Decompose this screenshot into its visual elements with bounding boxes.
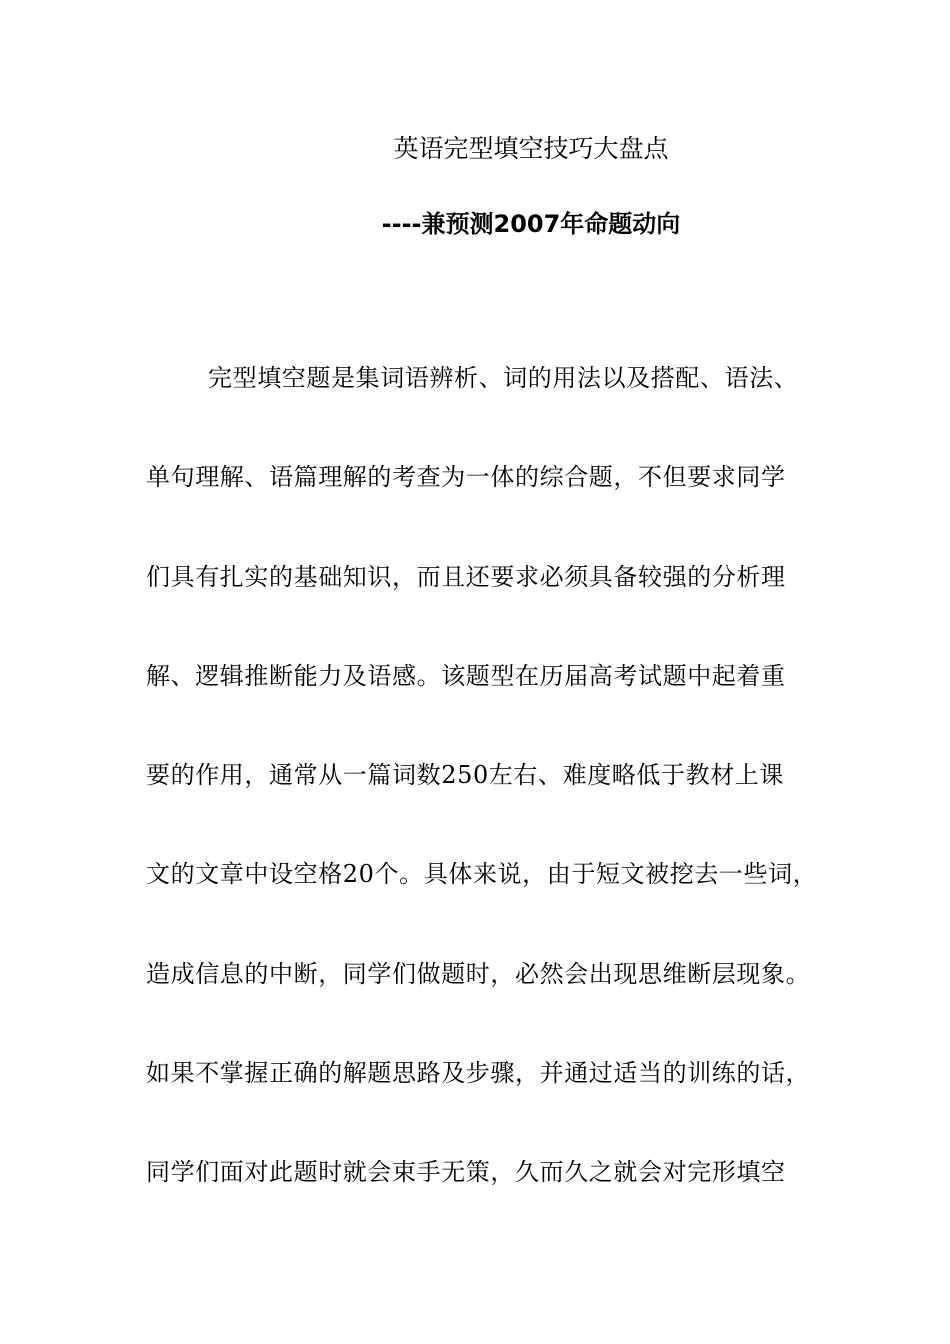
paragraph-line: 们具有扎实的基础知识，而且还要求必须具备较强的分析理	[146, 562, 786, 591]
paragraph-line: 如果不掌握正确的解题思路及步骤，并通过适当的训练的话，	[146, 1059, 811, 1088]
document-subtitle: ----兼预测2007年命题动向	[381, 210, 681, 238]
body-paragraph	[146, 361, 816, 1255]
paragraph-line: 完型填空题是集词语辨析、词的用法以及搭配、语法、	[208, 364, 799, 392]
paragraph-line: 解、逻辑推断能力及语感。该题型在历届高考试题中起着重	[146, 661, 786, 690]
paragraph-line: 同学们面对此题时就会束手无策，久而久之就会对完形填空	[146, 1158, 786, 1187]
paragraph-line: 文的文章中设空格20个。具体来说，由于短文被挖去一些词，	[146, 860, 818, 889]
paragraph-line: 造成信息的中断，同学们做题时，必然会出现思维断层现象。	[146, 959, 811, 988]
paragraph-line: 单句理解、语篇理解的考查为一体的综合题，不但要求同学	[146, 463, 786, 492]
document-title: 英语完型填空技巧大盘点	[393, 134, 669, 163]
paragraph-line: 要的作用，通常从一篇词数250左右、难度略低于教材上课	[146, 761, 785, 790]
